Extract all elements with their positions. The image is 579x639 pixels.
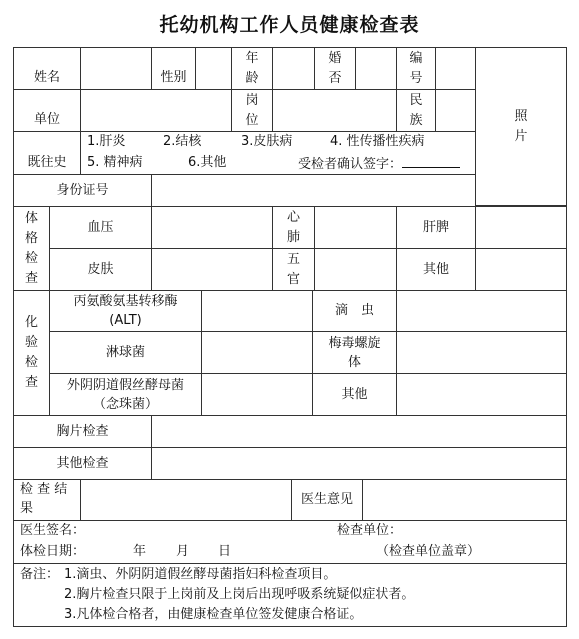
history-item-tuberculosis: 2.结核: [163, 134, 202, 149]
blood-pressure-field[interactable]: [151, 206, 273, 249]
sex-label: 性别: [151, 47, 196, 90]
examinee-confirm-signature[interactable]: 受检者确认签字：: [298, 154, 460, 174]
chest-xray-label: 胸片检查: [13, 415, 152, 448]
ethnic-label: 民 族: [396, 89, 436, 132]
name-field[interactable]: [80, 47, 152, 90]
doctor-opinion-label: 医生意见: [291, 479, 363, 521]
blood-pressure-label: 血压: [49, 206, 152, 249]
age-field[interactable]: [272, 47, 315, 90]
note-item: 3.凡体检合格者，由健康检查单位签发健康合格证。: [64, 607, 363, 622]
age-label: 年 龄: [231, 47, 273, 90]
note-item: 1.滴虫、外阴阴道假丝酵母菌指妇科检查项目。: [64, 567, 337, 582]
history-item-skin: 3.皮肤病: [241, 134, 293, 149]
trichomonas-label: 滴 虫: [312, 290, 397, 332]
exam-date-year: 年: [133, 544, 147, 559]
alt-label: 丙氨酸氨基转移酶 (ALT): [49, 290, 202, 332]
heart-lung-label: 心 肺: [272, 206, 315, 249]
unit-seal-note: （检查单位盖章）: [376, 544, 481, 559]
photo-area: 照 片: [475, 47, 567, 206]
unit-label: 单位: [13, 89, 81, 132]
marriage-label: 婚 否: [314, 47, 356, 90]
syphilis-label: 梅毒螺旋 体: [312, 331, 397, 374]
history-item-other: 6.其他: [188, 155, 227, 170]
result-label: 检 查 结 果: [13, 479, 81, 521]
senses-field[interactable]: [314, 248, 397, 291]
exam-date-label: 体检日期：: [20, 544, 86, 559]
unit-field[interactable]: [80, 89, 232, 132]
candida-field[interactable]: [201, 373, 313, 416]
lab-other-field[interactable]: [396, 373, 567, 416]
post-label: 岗 位: [231, 89, 273, 132]
physical-other-label: 其他: [396, 248, 476, 291]
other-exam-field[interactable]: [151, 447, 567, 480]
history-item-std: 4. 性传播性疾病: [330, 134, 425, 149]
result-field[interactable]: [80, 479, 292, 521]
other-exam-label: 其他检查: [13, 447, 152, 480]
doctor-opinion-field[interactable]: [362, 479, 567, 521]
physical-other-field[interactable]: [475, 248, 567, 291]
exam-unit-label: 检查单位：: [337, 523, 403, 538]
liver-spleen-label: 肝脾: [396, 206, 476, 249]
number-field[interactable]: [435, 47, 476, 90]
doctor-signature-label: 医生签名：: [20, 523, 86, 538]
alt-field[interactable]: [201, 290, 313, 332]
post-field[interactable]: [272, 89, 397, 132]
notes-label: 备注：: [20, 567, 60, 582]
senses-label: 五 官: [272, 248, 315, 291]
signature-block: [13, 520, 567, 564]
trichomonas-field[interactable]: [396, 290, 567, 332]
history-item-mental: 5. 精神病: [87, 155, 143, 170]
number-label: 编 号: [396, 47, 436, 90]
id-number-field[interactable]: [151, 174, 476, 207]
candida-label: 外阴阴道假丝酵母菌 （念珠菌）: [49, 373, 202, 416]
marriage-field[interactable]: [355, 47, 397, 90]
chest-xray-field[interactable]: [151, 415, 567, 448]
sex-field[interactable]: [195, 47, 232, 90]
ethnic-field[interactable]: [435, 89, 476, 132]
history-item-hepatitis: 1.肝炎: [87, 134, 126, 149]
skin-field[interactable]: [151, 248, 273, 291]
liver-spleen-field[interactable]: [475, 206, 567, 249]
gonorrhea-label: 淋球菌: [49, 331, 202, 374]
exam-date-month: 月: [176, 544, 190, 559]
name-label: 姓名: [13, 47, 81, 90]
skin-label: 皮肤: [49, 248, 152, 291]
gonorrhea-field[interactable]: [201, 331, 313, 374]
lab-other-label: 其他: [312, 373, 397, 416]
history-label: 既往史: [13, 131, 81, 175]
heart-lung-field[interactable]: [314, 206, 397, 249]
note-item: 2.胸片检查只限于上岗前及上岗后出现呼吸系统疑似症状者。: [64, 587, 415, 602]
physical-exam-label: 体 格 检 查: [13, 206, 50, 291]
form-title: 托幼机构工作人员健康检查表: [159, 14, 420, 36]
syphilis-field[interactable]: [396, 331, 567, 374]
exam-date-day: 日: [218, 544, 232, 559]
lab-test-label: 化 验 检 查: [13, 290, 50, 416]
id-number-label: 身份证号: [13, 174, 152, 207]
